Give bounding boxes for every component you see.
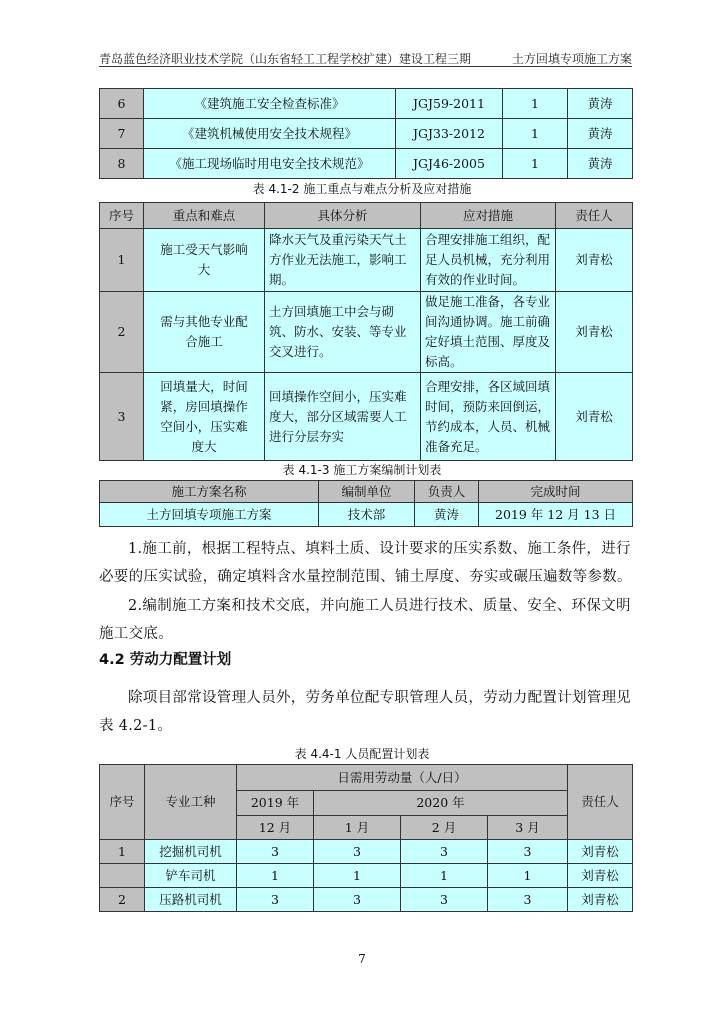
table-row [100,292,633,373]
table-cell: 刘青松 [556,229,633,292]
column-header: 负责人 [415,481,479,503]
month: 12 月 [237,816,314,840]
column-header: 具体分析 [265,203,421,229]
header-project: 青岛蓝色经济职业技术学院（山东省轻工工程学校扩建）建设工程三期 [99,52,472,66]
header-rule [99,66,632,67]
table-cell: 8 [100,149,144,179]
table-cell: 回填操作空间小，压实难度大，部分区域需要人工进行分层夯实 [265,373,421,461]
table-cell: 3 [237,888,314,912]
table-cell: 刘青松 [568,840,633,864]
table-row [100,888,633,912]
column-header: 应对措施 [421,203,556,229]
table-cell: 《建筑机械使用安全技术规程》 [144,119,396,149]
col-header-no: 序号 [100,765,145,840]
col-header-2019: 2019 年 [237,791,314,816]
col-header-type: 专业工种 [145,765,237,840]
table-cell: 2 [100,888,145,912]
table-row [100,229,633,292]
table-cell: JGJ46-2005 [396,149,503,179]
table-cell: 1 [100,229,144,292]
table-cell: 合理安排施工组织，配足人员机械，充分利用有效的作业时间。 [421,229,556,292]
table-cell: 回填量大，时间紧，房回填操作空间小，压实难度大 [144,373,265,461]
table-row [100,503,633,527]
table-row [100,119,633,149]
section-text: 除项目部常设管理人员外，劳务单位配专职管理人员，劳动力配置计划管理见表 4.2-1。 [99,690,632,734]
table-cell: 挖掘机司机 [145,840,237,864]
paragraph-1: 1.施工前，根据工程特点、填料土质、设计要求的压实系数、施工条件，进行必要的压实试验，确定填料含水量控制范围、铺土厚度、夯实或碾压遍数等参数。 [99,541,632,585]
table-cell: 黄涛 [568,89,633,119]
table-row [100,840,633,864]
table-cell: JGJ33-2012 [396,119,503,149]
col-header-daily: 日需用劳动量（人/日） [237,765,568,791]
table2-caption: 表 4.1-2 施工重点与难点分析及应对措施 [252,182,472,196]
page-number: 7 [358,952,366,966]
plan-table [99,480,633,527]
table-cell: 3 [100,373,144,461]
table3-caption: 表 4.1-3 施工方案编制计划表 [282,463,442,477]
col-header-2020: 2020 年 [314,791,568,816]
section-heading: 4.2 劳动力配置计划 [99,652,232,668]
table-cell: 6 [100,89,144,119]
table-cell: 需与其他专业配合施工 [144,292,265,373]
column-header: 施工方案名称 [100,481,319,503]
table-cell: 施工受天气影响大 [144,229,265,292]
column-header: 重点和难点 [144,203,265,229]
table-cell: 刘青松 [568,888,633,912]
table-row [100,89,633,119]
table-cell: 7 [100,119,144,149]
table-cell: 3 [314,840,401,864]
table-cell: 黄涛 [568,149,633,179]
table-cell: 技术部 [319,503,415,527]
table-row [100,203,633,229]
table-cell: 3 [401,888,488,912]
table-cell: 2019 年 12 月 13 日 [479,503,633,527]
table-cell: 1 [100,840,145,864]
table-cell: 1 [503,149,568,179]
month: 2 月 [401,816,488,840]
table-cell: 刘青松 [556,373,633,461]
table-cell: 土方回填施工中会与砌筑、防水、安装、等专业交叉进行。 [265,292,421,373]
table-cell [100,864,145,888]
month: 1 月 [314,816,401,840]
table-cell: 压路机司机 [145,888,237,912]
table-cell: 黄涛 [568,119,633,149]
table-cell: 3 [488,840,568,864]
column-header: 编制单位 [319,481,415,503]
month: 3 月 [488,816,568,840]
table-cell: 合理安排，各区域回填时间，预防来回倒运，节约成本，人员、机械准备充足。 [421,373,556,461]
table-cell: 《建筑施工安全检查标准》 [144,89,396,119]
table-row [100,149,633,179]
column-header: 责任人 [556,203,633,229]
table-cell: 降水天气及重污染天气土方作业无法施工，影响工期。 [265,229,421,292]
table-cell: 2 [100,292,144,373]
standards-table [99,88,633,179]
table-row [100,373,633,461]
table-cell: 黄涛 [415,503,479,527]
col-header-resp: 责任人 [568,765,633,840]
table-cell: 《施工现场临时用电安全技术规范》 [144,149,396,179]
header-doc-title: 土方回填专项施工方案 [511,52,632,66]
table-cell: 3 [488,888,568,912]
table-cell: JGJ59-2011 [396,89,503,119]
column-header: 完成时间 [479,481,633,503]
table-cell: 做足施工准备，各专业间沟通协调。施工前确定好填土范围、厚度及标高。 [421,292,556,373]
table-cell: 3 [401,840,488,864]
table-cell: 1 [314,864,401,888]
table-cell: 1 [401,864,488,888]
table-cell: 刘青松 [568,864,633,888]
table-cell: 土方回填专项施工方案 [100,503,319,527]
table-cell: 3 [237,840,314,864]
column-header: 序号 [100,203,144,229]
table-cell: 3 [314,888,401,912]
table-row [100,481,633,503]
table-cell: 1 [503,119,568,149]
table-cell: 刘青松 [556,292,633,373]
table-cell: 1 [237,864,314,888]
difficulty-table [99,202,633,461]
table-row [100,864,633,888]
table-cell: 1 [488,864,568,888]
table-cell: 铲车司机 [145,864,237,888]
table-cell: 1 [503,89,568,119]
table4-caption: 表 4.4-1 人员配置计划表 [294,747,430,761]
paragraph-2: 2.编制施工方案和技术交底，并向施工人员进行技术、质量、安全、环保文明施工交底。 [99,598,631,642]
staffing-table [99,764,633,912]
